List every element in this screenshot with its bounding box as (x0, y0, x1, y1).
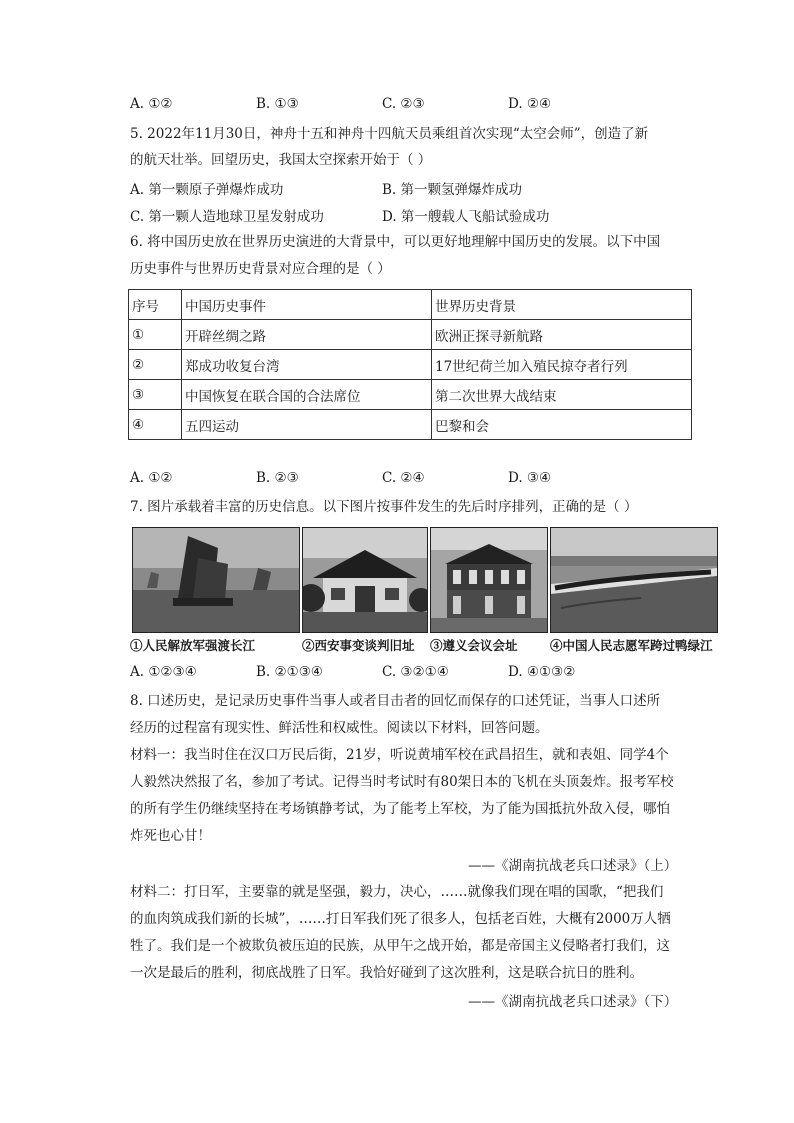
q6-stem-line1: 6. 将中国历史放在世界历史演进的大背景中，可以更好地理解中国历史的发展。以下中国 (130, 234, 661, 250)
q7-photo-strip (130, 527, 720, 655)
photo-caption: ①人民解放军强渡长江 (130, 638, 256, 653)
table-row (129, 410, 692, 440)
q8-material2-line: 牲了。我们是一个被欺负被压迫的民族，从甲午之战开始，都是帝国主义侵略者打我们，这 (130, 938, 670, 954)
table-cell: 五四运动 (182, 410, 432, 440)
q7-photo-captions (130, 636, 720, 654)
table-header-row (129, 290, 692, 320)
table-row (129, 350, 692, 380)
table-header-cell: 序号 (129, 290, 182, 320)
table-cell: 开辟丝绸之路 (182, 320, 432, 350)
q7-option-d[interactable]: D. ④①③② (508, 664, 576, 680)
q8-material2-line: 材料二：打日军，主要靠的就是坚强，毅力，决心，……就像我们现在唱的国歌，“把我们 (130, 884, 664, 900)
table-cell: ③ (129, 380, 182, 410)
q8-material1-line: 人毅然决然报了名，参加了考试。记得当时考试时有80架日本的飞机在头顶轰炸。报考军校 (130, 774, 674, 790)
q5-option-d[interactable]: D. 第一艘载人飞船试验成功 (382, 209, 550, 225)
table-cell: ② (129, 350, 182, 380)
q7-stem: 7. 图片承载着丰富的历史信息。以下图片按事件发生的先后时序排列，正确的是（ ） (130, 499, 638, 515)
table-row (129, 320, 692, 350)
q4-option-c[interactable]: C. ②③ (382, 96, 425, 112)
q4-option-b[interactable]: B. ①③ (256, 96, 299, 112)
q8-material2-source: ——《湖南抗战老兵口述录》（下） (468, 994, 678, 1010)
table-cell: 欧洲正探寻新航路 (432, 320, 692, 350)
photo-caption: ③遵义会议会址 (430, 638, 518, 653)
table-cell: 17世纪荷兰加入殖民掠夺者行列 (432, 350, 692, 380)
table-cell: ④ (129, 410, 182, 440)
q4-options (130, 96, 690, 116)
q5-option-a[interactable]: A. 第一颗原子弹爆炸成功 (130, 182, 284, 198)
table-cell: ① (129, 320, 182, 350)
q4-option-d[interactable]: D. ②④ (508, 96, 552, 112)
q8-material1-source: ——《湖南抗战老兵口述录》（上） (468, 858, 678, 874)
q8-material1-line: 炸死也心甘！ (130, 828, 211, 844)
q7-options (130, 664, 690, 684)
q6-option-a[interactable]: A. ①② (130, 470, 173, 486)
q5-options-row2 (130, 205, 690, 225)
table-cell: 巴黎和会 (432, 410, 692, 440)
table-cell: 第二次世界大战结束 (432, 380, 692, 410)
q6-stem-line2: 历史事件与世界历史背景对应合理的是（ ） (130, 261, 391, 277)
table-row (129, 380, 692, 410)
q6-events-table (128, 289, 692, 440)
photo-yalu-river-crossing (550, 527, 718, 633)
photo-caption: ④中国人民志愿军跨过鸭绿江 (550, 638, 713, 653)
q8-stem-line2: 经历的过程富有现实性、鲜活性和权威性。阅读以下材料，回答问题。 (130, 720, 549, 736)
q5-option-c[interactable]: C. 第一颗人造地球卫星发射成功 (130, 209, 324, 225)
q6-options (130, 470, 690, 490)
q6-option-d[interactable]: D. ③④ (508, 470, 552, 486)
table-cell: 郑成功收复台湾 (182, 350, 432, 380)
q6-option-c[interactable]: C. ②④ (382, 470, 425, 486)
photo-zunyi-meeting-site (430, 527, 548, 633)
q8-stem-line1: 8. 口述历史，是记录历史事件当事人或者目击者的回忆而保存的口述凭证，当事人口述所 (130, 693, 661, 709)
q7-option-a[interactable]: A. ①②③④ (130, 664, 197, 680)
q4-option-a[interactable]: A. ①② (130, 96, 173, 112)
q8-material2-line: 一次是最后的胜利，彻底战胜了日军。我恰好碰到了这次胜利，这是联合抗日的胜利。 (130, 965, 643, 981)
photo-caption: ②西安事变谈判旧址 (302, 638, 415, 653)
q8-material1-line: 的所有学生仍继续坚持在考场镇静考试，为了能考上军校，为了能为国抵抗外敌入侵，哪怕 (130, 801, 670, 817)
table-cell: 中国恢复在联合国的合法席位 (182, 380, 432, 410)
q7-option-c[interactable]: C. ③②①④ (382, 664, 449, 680)
q8-material2-line: 的血肉筑成我们新的长城”，……打日军我们死了很多人，包括老百姓，大概有2000万人牺 (130, 911, 671, 927)
table-header-cell: 中国历史事件 (182, 290, 432, 320)
q5-stem-line2: 的航天壮举。回望历史，我国太空探索开始于（ ） (130, 152, 432, 168)
q5-options-row1 (130, 178, 690, 198)
photo-xian-incident-site (302, 527, 428, 633)
q6-option-b[interactable]: B. ②③ (256, 470, 299, 486)
q7-option-b[interactable]: B. ②①③④ (256, 664, 323, 680)
q5-stem-line1: 5. 2022年11月30日，神舟十五和神舟十四航天员乘组首次实现“太空会师”，创造了新 (130, 126, 649, 142)
q5-option-b[interactable]: B. 第一颗氢弹爆炸成功 (382, 182, 523, 198)
table-header-cell: 世界历史背景 (432, 290, 692, 320)
photo-river-crossing (132, 527, 300, 633)
q8-material1-line: 材料一：我当时住在汉口万民后街，21岁，听说黄埔军校在武昌招生，就和表姐、同学4个 (130, 747, 669, 763)
